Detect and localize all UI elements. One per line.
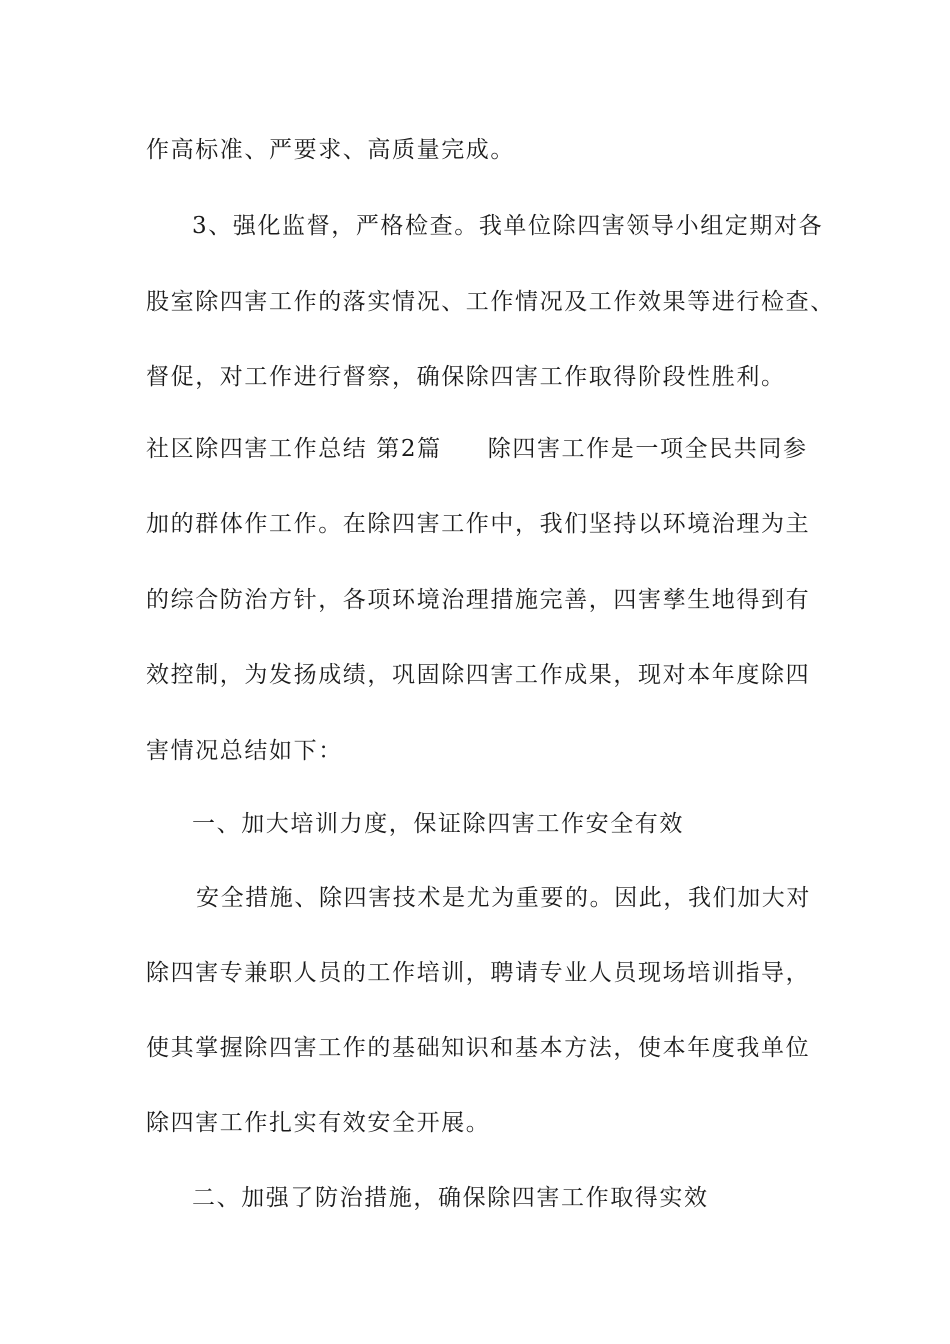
paragraph-line: 作高标准、严要求、高质量完成。 (146, 137, 515, 163)
subheading-line: 二、加强了防治措施，确保除四害工作取得实效 (192, 1185, 709, 1211)
paragraph-line: 使其掌握除四害工作的基础知识和基本方法，使本年度我单位 (146, 1035, 811, 1061)
paragraph-line: 安全措施、除四害技术是尤为重要的。因此，我们加大对 (196, 885, 811, 911)
paragraph-line: 督促，对工作进行督察，确保除四害工作取得阶段性胜利。 (146, 364, 786, 390)
paragraph-line: 除四害工作扎实有效安全开展。 (146, 1110, 491, 1136)
section-lead-text: 除四害工作是一项全民共同参 (487, 436, 808, 462)
paragraph-line: 的综合防治方针，各项环境治理措施完善，四害孳生地得到有 (146, 587, 811, 613)
paragraph-line: 股室除四害工作的落实情况、工作情况及工作效果等进行检查、 (146, 289, 835, 315)
paragraph-line: 加的群体作工作。在除四害工作中，我们坚持以环境治理为主 (146, 511, 811, 537)
paragraph-line: 除四害专兼职人员的工作培训，聘请专业人员现场培训指导， (146, 960, 811, 986)
subheading-line: 一、加大培训力度，保证除四害工作安全有效 (192, 811, 684, 837)
paragraph-line: 3、强化监督，严格检查。我单位除四害领导小组定期对各 (192, 213, 824, 239)
paragraph-line: 害情况总结如下： (146, 738, 343, 764)
section-heading-line (146, 434, 808, 464)
section-title: 社区除四害工作总结 第2篇 (146, 436, 442, 462)
paragraph-line: 效控制，为发扬成绩，巩固除四害工作成果，现对本年度除四 (146, 662, 811, 688)
